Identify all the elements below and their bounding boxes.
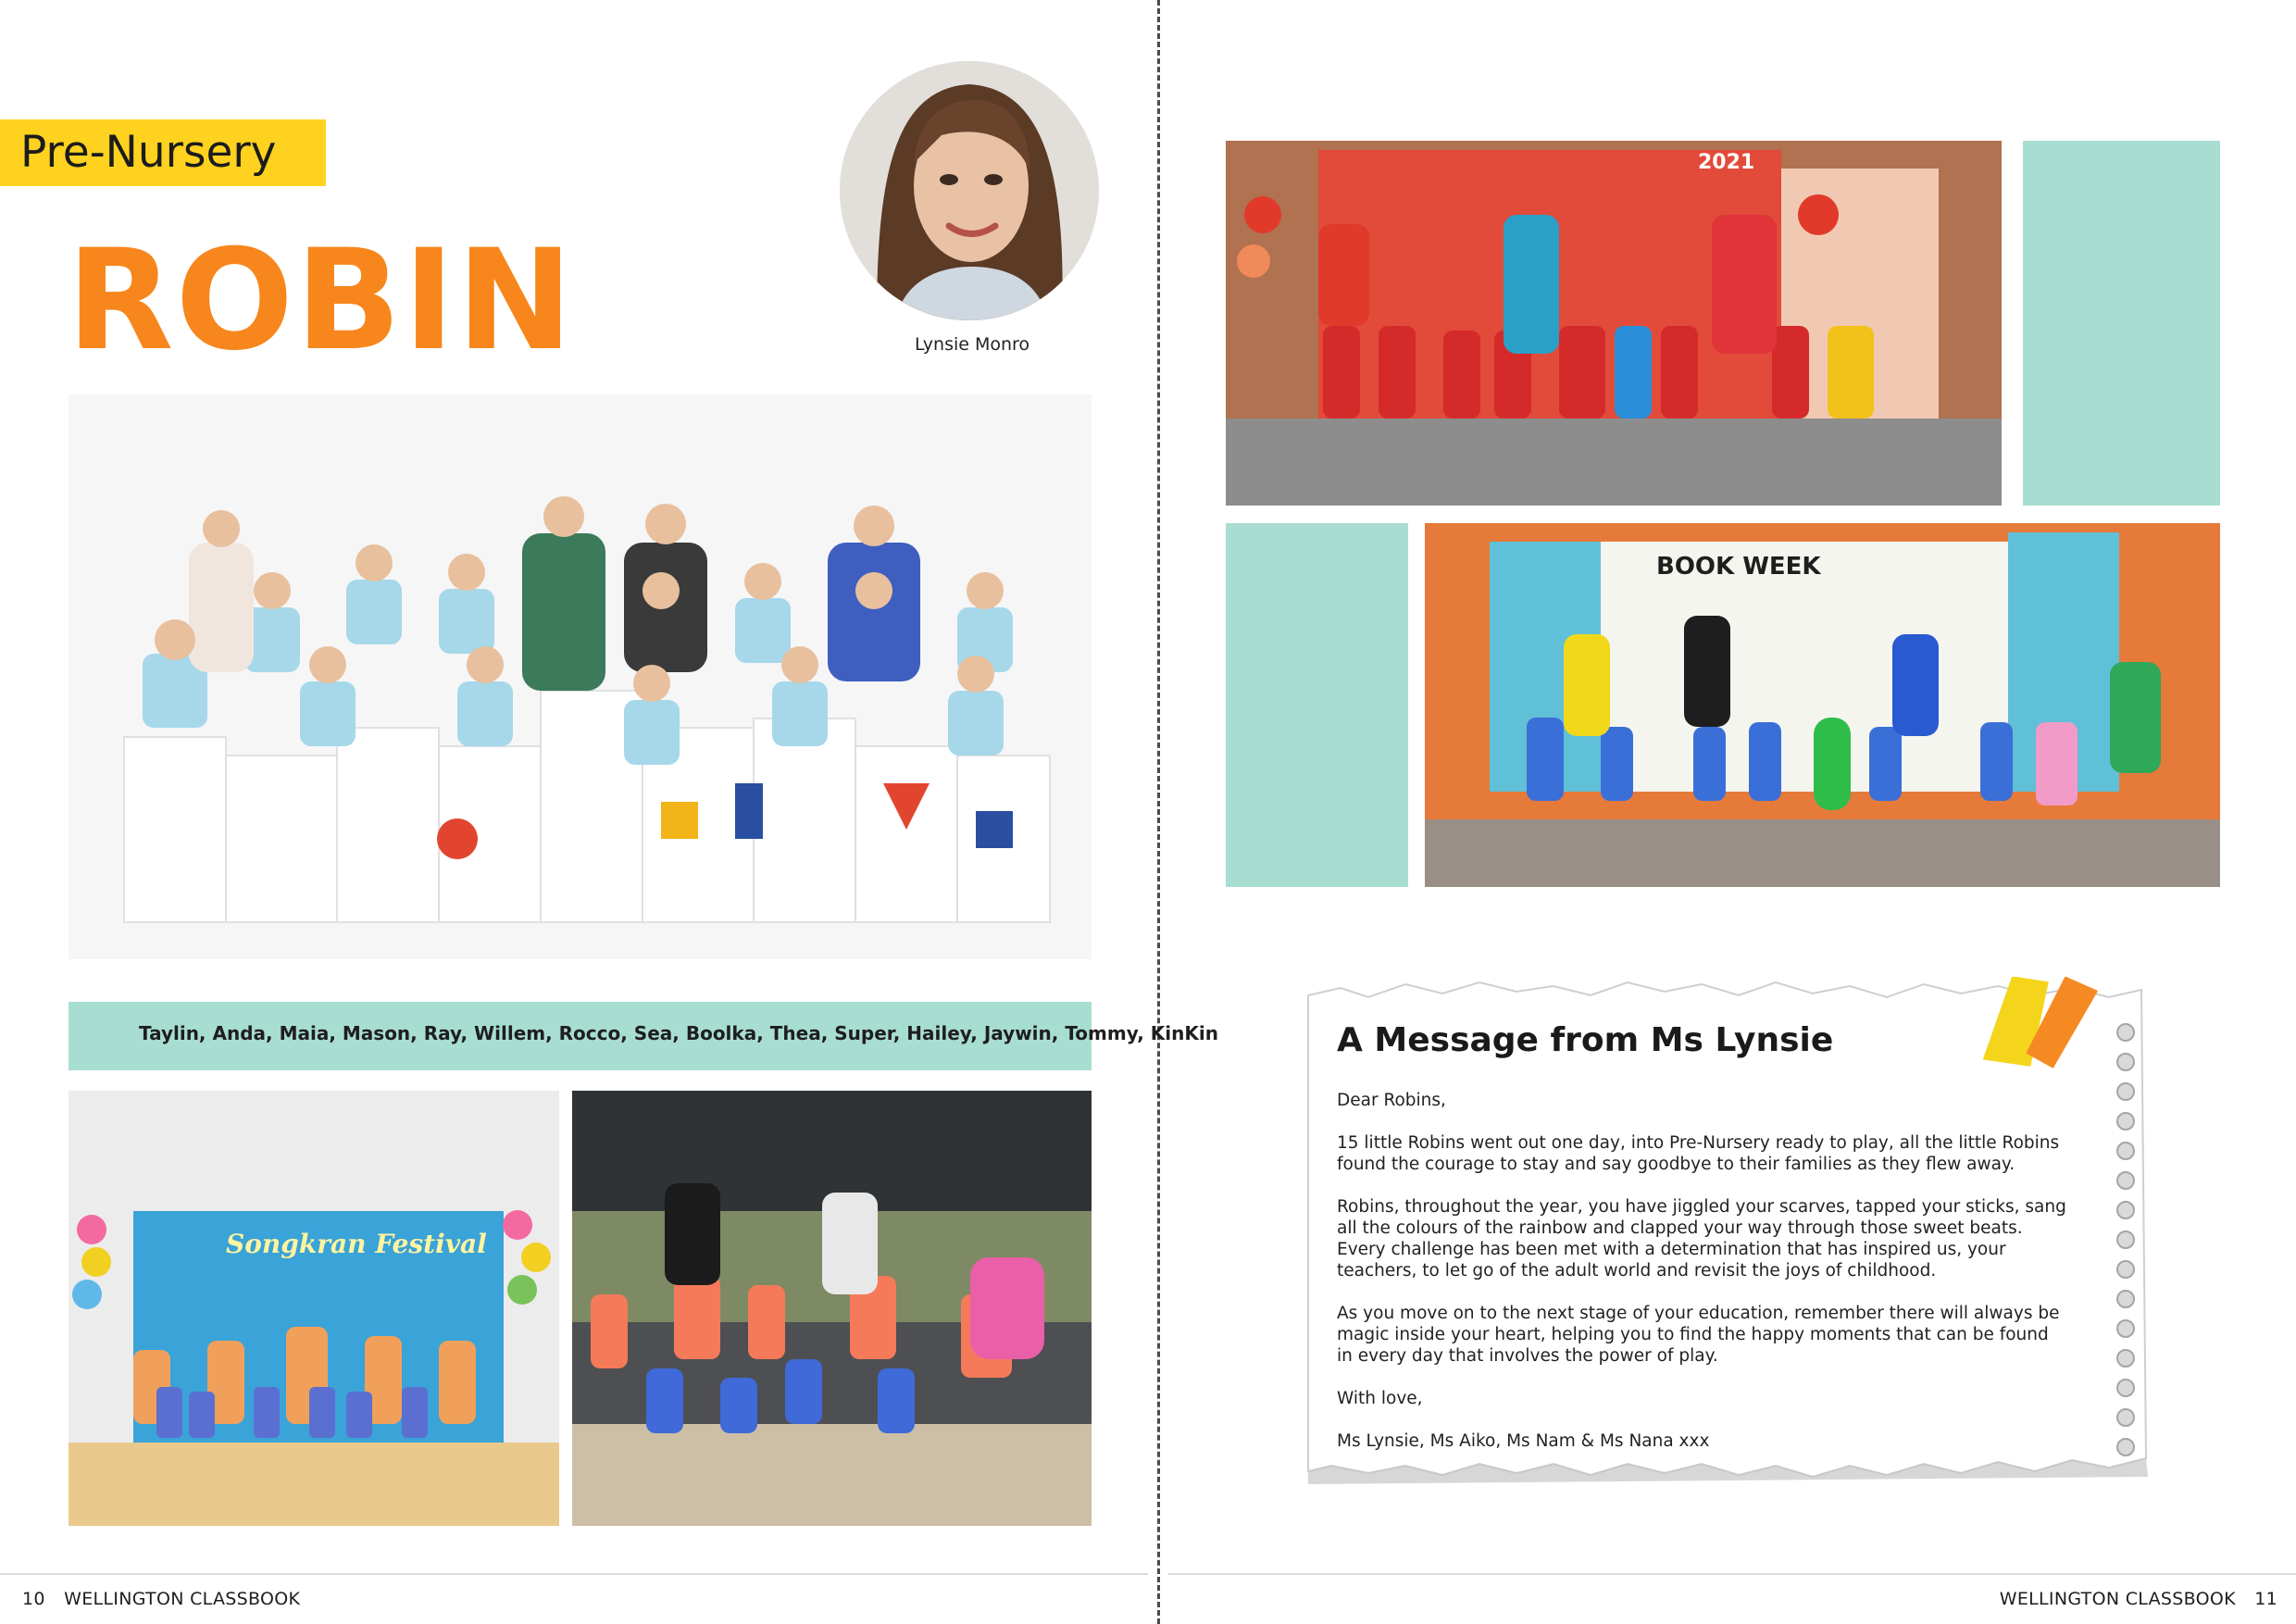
page-number-left: 10: [22, 1589, 45, 1609]
message-paragraph: 15 little Robins went out one day, into Pre-Nursery ready to play, all the little Robins found the courage to stay and say goodbye to their families as they flew away.: [1337, 1133, 2060, 1174]
footer-right: [2000, 1589, 2277, 1609]
footer-title-right: WELLINGTON CLASSBOOK: [1999, 1589, 2236, 1609]
message-paragraph: Robins, throughout the year, you have jiggled your scarves, tapped your sticks, sang all the colours of the rainbow and clapped your way through those sweet beats. Every challenge has been met with a determination that has inspired us, your teachers, to let go of the adult world and revisit the joys of childhood.: [1337, 1197, 2066, 1280]
songkran-banner-text: Songkran Festival: [226, 1229, 487, 1259]
class-title: ROBIN: [67, 220, 575, 381]
footer-rule-right: [1168, 1573, 2296, 1575]
footer-title-left: WELLINGTON CLASSBOOK: [64, 1589, 301, 1609]
book-week-photo: [1425, 523, 2220, 887]
student-names: Taylin, Anda, Maia, Mason, Ray, Willem, Rocco, Sea, Boolka, Thea, Super, Hailey, Jaywin, Tommy, KinKin: [139, 1022, 1218, 1044]
footer-rule-left: [0, 1573, 1148, 1575]
message-title: A Message from Ms Lynsie: [1337, 1021, 1834, 1059]
level-tag: [0, 119, 326, 186]
songkran-festival-photo: [69, 1091, 559, 1526]
message-note: [1304, 977, 2151, 1491]
level-tag-label: Pre-Nursery: [20, 127, 277, 178]
message-body: [1337, 1090, 2068, 1473]
teal-accent-block-middle: [1226, 523, 1408, 887]
teacher-portrait: [840, 61, 1099, 320]
message-signature: Ms Lynsie, Ms Aiko, Ms Nam & Ms Nana xxx: [1337, 1431, 1710, 1451]
outdoor-play-photo: [572, 1091, 1092, 1526]
teal-accent-block-top: [2023, 141, 2220, 506]
cny-banner-year: 2021: [1698, 151, 1755, 174]
message-paragraph: As you move on to the next stage of your education, remember there will always be magic inside your heart, helping you to find the happy moments that can be found in every day that involves the power of play.: [1337, 1304, 2060, 1366]
message-closing: With love,: [1337, 1389, 1423, 1408]
class-group-photo: [69, 394, 1092, 959]
student-names-bar: [69, 1002, 1218, 1070]
teacher-name: Lynsie Monro: [914, 334, 1030, 355]
book-week-banner-text: BOOK WEEK: [1656, 553, 1821, 581]
message-greeting: Dear Robins,: [1337, 1091, 1446, 1110]
page-spine: [1157, 0, 1160, 1624]
footer-left: [22, 1589, 300, 1609]
chinese-new-year-photo: [1226, 141, 2002, 506]
page-number-right: 11: [2254, 1589, 2277, 1609]
